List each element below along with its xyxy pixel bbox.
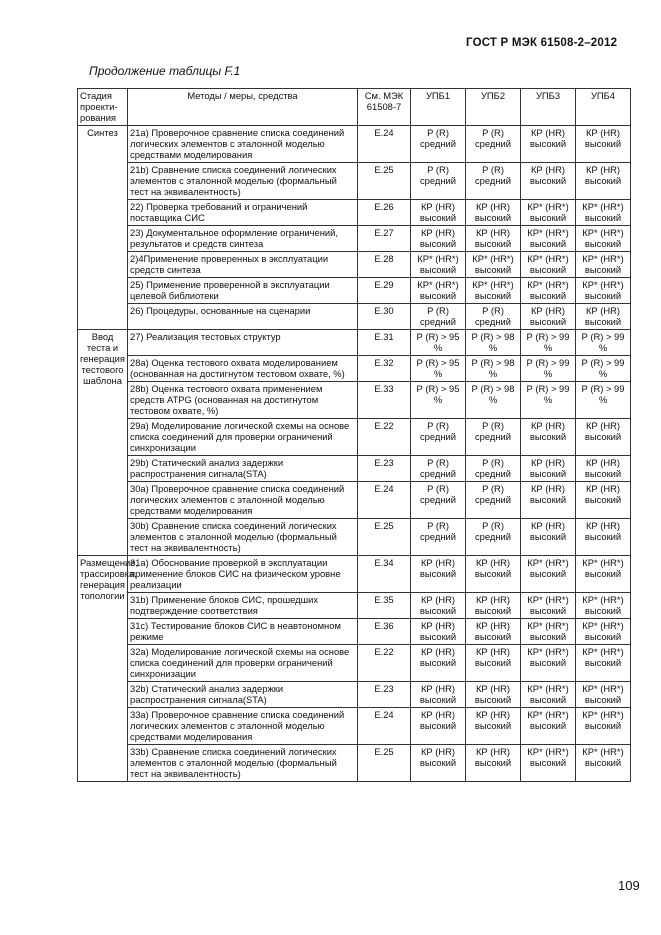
method-cell: 27) Реализация тестовых структур [128, 330, 358, 356]
column-header-ref: См. МЭК 61508-7 [358, 89, 411, 126]
method-cell: 2)4Применение проверенных в эксплуатации средств синтеза [128, 252, 358, 278]
table-row [78, 330, 631, 356]
upb3-cell: КР* (HR*) высокий [521, 745, 576, 782]
upb1-cell: КР (HR) высокий [411, 745, 466, 782]
column-header-upb3: УПБ3 [521, 89, 576, 126]
upb3-cell: КР* (HR*) высокий [521, 645, 576, 682]
reference-cell: Е.22 [358, 645, 411, 682]
upb4-cell: КР* (HR*) высокий [576, 200, 631, 226]
methods-table [77, 88, 631, 782]
method-cell: 29a) Моделирование логической схемы на основе списка соединений для проверки ограничений синхронизации [128, 419, 358, 456]
upb4-cell: КР* (HR*) высокий [576, 619, 631, 645]
upb2-cell: КР (HR) высокий [466, 682, 521, 708]
upb3-cell: Р (R) > 99 % [521, 382, 576, 419]
reference-cell: Е.22 [358, 419, 411, 456]
upb1-cell: Р (R) средний [411, 456, 466, 482]
upb1-cell: Р (R) средний [411, 419, 466, 456]
upb2-cell: КР (HR) высокий [466, 556, 521, 593]
header-row [78, 89, 631, 126]
table-row [78, 126, 631, 163]
upb3-cell: КР* (HR*) высокий [521, 252, 576, 278]
table-row [78, 745, 631, 782]
table-row [78, 519, 631, 556]
reference-cell: Е.26 [358, 200, 411, 226]
upb2-cell: КР (HR) высокий [466, 226, 521, 252]
upb1-cell: Р (R) > 95 % [411, 330, 466, 356]
column-header-stage: Стадия проекти-рования [78, 89, 128, 126]
upb4-cell: КР* (HR*) высокий [576, 556, 631, 593]
upb2-cell: Р (R) средний [466, 519, 521, 556]
upb1-cell: Р (R) средний [411, 304, 466, 330]
upb1-cell: Р (R) средний [411, 126, 466, 163]
reference-cell: Е.25 [358, 745, 411, 782]
reference-cell: Е.31 [358, 330, 411, 356]
method-cell: 21b) Сравнение списка соединений логических элементов с эталонной моделью (формальный тест на эквивалентность) [128, 163, 358, 200]
document-header: ГОСТ Р МЭК 61508-2–2012 [466, 37, 618, 49]
method-cell: 22) Проверка требований и ограничений поставщика СИС [128, 200, 358, 226]
upb3-cell: КР (HR) высокий [521, 163, 576, 200]
method-cell: 32a) Моделирование логической схемы на основе списка соединений для проверки ограничений синхронизации [128, 645, 358, 682]
method-cell: 33b) Сравнение списка соединений логических элементов с эталонной моделью (формальный тест на эквивалентность) [128, 745, 358, 782]
reference-cell: Е.30 [358, 304, 411, 330]
upb2-cell: Р (R) > 98 % [466, 330, 521, 356]
reference-cell: Е.25 [358, 163, 411, 200]
upb2-cell: Р (R) средний [466, 126, 521, 163]
table-row [78, 252, 631, 278]
method-cell: 23) Документальное оформление ограничений, результатов и средств синтеза [128, 226, 358, 252]
upb2-cell: КР (HR) высокий [466, 619, 521, 645]
upb3-cell: КР (HR) высокий [521, 419, 576, 456]
method-cell: 33a) Проверочное сравнение списка соединений логических элементов с эталонной моделью средствами моделирования [128, 708, 358, 745]
upb2-cell: КР (HR) высокий [466, 645, 521, 682]
upb1-cell: КР (HR) высокий [411, 645, 466, 682]
upb2-cell: КР* (HR*) высокий [466, 278, 521, 304]
upb4-cell: КР (HR) высокий [576, 482, 631, 519]
upb1-cell: КР (HR) высокий [411, 200, 466, 226]
upb2-cell: КР (HR) высокий [466, 200, 521, 226]
upb4-cell: КР* (HR*) высокий [576, 252, 631, 278]
upb1-cell: Р (R) средний [411, 519, 466, 556]
upb4-cell: Р (R) > 99 % [576, 356, 631, 382]
reference-cell: Е.24 [358, 126, 411, 163]
upb2-cell: Р (R) средний [466, 419, 521, 456]
upb3-cell: КР* (HR*) высокий [521, 708, 576, 745]
method-cell: 32b) Статический анализ задержки распространения сигнала(STA) [128, 682, 358, 708]
upb4-cell: КР (HR) высокий [576, 419, 631, 456]
table-row [78, 482, 631, 519]
method-cell: 28a) Оценка тестового охвата моделированием (основанная на достигнутом тестовом охвате, %) [128, 356, 358, 382]
upb1-cell: КР (HR) высокий [411, 682, 466, 708]
method-cell: 31a) Обоснование проверкой в эксплуатации применение блоков СИС на физическом уровне реализации [128, 556, 358, 593]
upb1-cell: КР (HR) высокий [411, 593, 466, 619]
upb4-cell: Р (R) > 99 % [576, 330, 631, 356]
reference-cell: Е.23 [358, 682, 411, 708]
method-cell: 30a) Проверочное сравнение списка соединений логических элементов с эталонной моделью средствами моделирования [128, 482, 358, 519]
upb4-cell: КР (HR) высокий [576, 456, 631, 482]
reference-cell: Е.35 [358, 593, 411, 619]
upb3-cell: КР (HR) высокий [521, 304, 576, 330]
table-row [78, 593, 631, 619]
upb2-cell: Р (R) средний [466, 304, 521, 330]
reference-cell: Е.27 [358, 226, 411, 252]
upb3-cell: КР* (HR*) высокий [521, 200, 576, 226]
method-cell: 21a) Проверочное сравнение списка соединений логических элементов с эталонной моделью средствами моделирования [128, 126, 358, 163]
upb1-cell: Р (R) средний [411, 163, 466, 200]
table-body [78, 126, 631, 782]
upb1-cell: КР* (HR*) высокий [411, 278, 466, 304]
upb2-cell: КР (HR) высокий [466, 745, 521, 782]
stage-cell: Размещение, трассировка, генерация топологии [78, 556, 128, 782]
table-header [78, 89, 631, 126]
upb4-cell: КР* (HR*) высокий [576, 708, 631, 745]
column-header-upb1: УПБ1 [411, 89, 466, 126]
table-row [78, 382, 631, 419]
method-cell: 29b) Статический анализ задержки распространения сигнала(STA) [128, 456, 358, 482]
upb4-cell: Р (R) > 99 % [576, 382, 631, 419]
upb1-cell: КР (HR) высокий [411, 619, 466, 645]
upb1-cell: Р (R) > 95 % [411, 382, 466, 419]
column-header-upb4: УПБ4 [576, 89, 631, 126]
reference-cell: Е.34 [358, 556, 411, 593]
reference-cell: Е.24 [358, 708, 411, 745]
reference-cell: Е.36 [358, 619, 411, 645]
column-header-methods: Методы / меры, средства [128, 89, 358, 126]
upb1-cell: КР (HR) высокий [411, 708, 466, 745]
upb4-cell: КР (HR) высокий [576, 163, 631, 200]
upb3-cell: Р (R) > 99 % [521, 356, 576, 382]
upb4-cell: КР (HR) высокий [576, 519, 631, 556]
reference-cell: Е.29 [358, 278, 411, 304]
table-row [78, 556, 631, 593]
upb4-cell: КР* (HR*) высокий [576, 745, 631, 782]
table-row [78, 278, 631, 304]
method-cell: 31b) Применение блоков СИС, прошедших подтверждение соответствия [128, 593, 358, 619]
reference-cell: Е.25 [358, 519, 411, 556]
upb2-cell: Р (R) > 98 % [466, 356, 521, 382]
method-cell: 25) Применение проверенной в эксплуатации целевой библиотеки [128, 278, 358, 304]
upb4-cell: КР (HR) высокий [576, 126, 631, 163]
upb2-cell: Р (R) средний [466, 456, 521, 482]
table-row [78, 200, 631, 226]
upb4-cell: КР* (HR*) высокий [576, 226, 631, 252]
reference-cell: Е.24 [358, 482, 411, 519]
upb1-cell: Р (R) > 95 % [411, 356, 466, 382]
upb3-cell: КР (HR) высокий [521, 126, 576, 163]
upb2-cell: Р (R) > 98 % [466, 382, 521, 419]
upb3-cell: КР* (HR*) высокий [521, 226, 576, 252]
upb4-cell: КР* (HR*) высокий [576, 682, 631, 708]
upb2-cell: КР (HR) высокий [466, 708, 521, 745]
method-cell: 26) Процедуры, основанные на сценарии [128, 304, 358, 330]
upb4-cell: КР (HR) высокий [576, 304, 631, 330]
upb3-cell: КР* (HR*) высокий [521, 556, 576, 593]
reference-cell: Е.33 [358, 382, 411, 419]
stage-cell: Синтез [78, 126, 128, 330]
table-row [78, 682, 631, 708]
upb4-cell: КР* (HR*) высокий [576, 593, 631, 619]
upb2-cell: КР* (HR*) высокий [466, 252, 521, 278]
upb3-cell: КР* (HR*) высокий [521, 682, 576, 708]
method-cell: 30b) Сравнение списка соединений логических элементов с эталонной моделью (формальный тест на эквивалентность) [128, 519, 358, 556]
table-row [78, 226, 631, 252]
table-row [78, 163, 631, 200]
method-cell: 31c) Тестирование блоков СИС в неавтономном режиме [128, 619, 358, 645]
upb3-cell: КР (HR) высокий [521, 456, 576, 482]
stage-cell: Ввод теста и генерация тестового шаблона [78, 330, 128, 556]
upb1-cell: КР (HR) высокий [411, 226, 466, 252]
table-caption: Продолжение таблицы F.1 [89, 64, 241, 78]
upb3-cell: КР* (HR*) высокий [521, 278, 576, 304]
upb2-cell: Р (R) средний [466, 482, 521, 519]
table-row [78, 456, 631, 482]
table-row [78, 356, 631, 382]
upb4-cell: КР* (HR*) высокий [576, 278, 631, 304]
upb3-cell: Р (R) > 99 % [521, 330, 576, 356]
table-row [78, 645, 631, 682]
upb3-cell: КР (HR) высокий [521, 519, 576, 556]
column-header-upb2: УПБ2 [466, 89, 521, 126]
upb3-cell: КР (HR) высокий [521, 482, 576, 519]
upb2-cell: Р (R) средний [466, 163, 521, 200]
table-row [78, 419, 631, 456]
upb3-cell: КР* (HR*) высокий [521, 619, 576, 645]
reference-cell: Е.23 [358, 456, 411, 482]
upb2-cell: КР (HR) высокий [466, 593, 521, 619]
reference-cell: Е.32 [358, 356, 411, 382]
upb3-cell: КР* (HR*) высокий [521, 593, 576, 619]
upb1-cell: КР (HR) высокий [411, 556, 466, 593]
page-number: 109 [618, 878, 640, 893]
table-row [78, 304, 631, 330]
upb4-cell: КР* (HR*) высокий [576, 645, 631, 682]
method-cell: 28b) Оценка тестового охвата применением средств ATPG (основанная на достигнутом тестовом охвате, %) [128, 382, 358, 419]
table-row [78, 619, 631, 645]
reference-cell: Е.28 [358, 252, 411, 278]
upb1-cell: Р (R) средний [411, 482, 466, 519]
table-row [78, 708, 631, 745]
upb1-cell: КР* (HR*) высокий [411, 252, 466, 278]
